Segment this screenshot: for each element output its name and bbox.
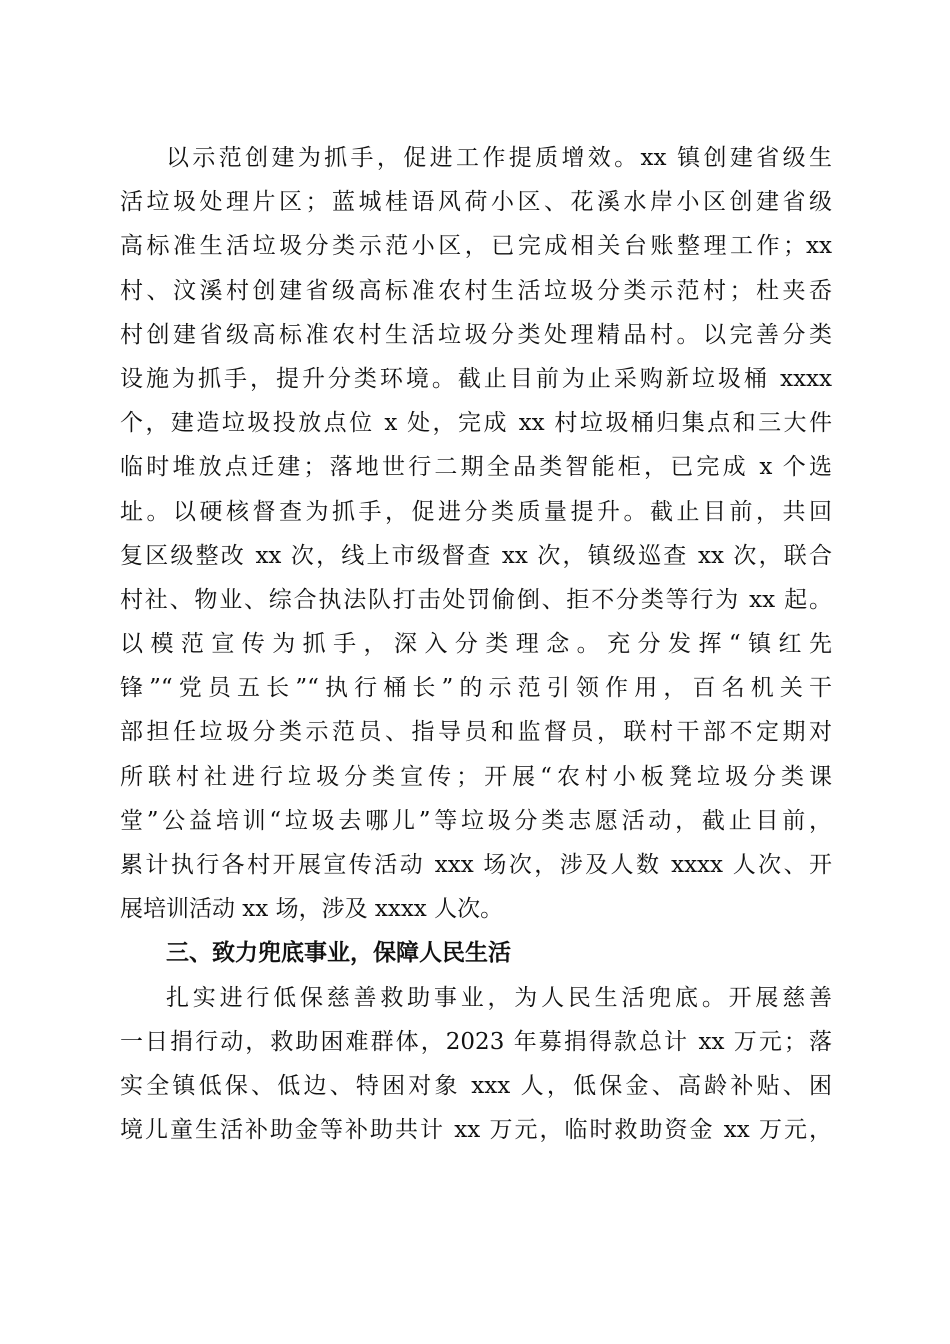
paragraph-social-assistance xyxy=(120,976,832,1153)
text-line: 村创建省级高标准农村生活垃圾分类处理精品村。以完善分类 xyxy=(120,321,832,348)
text-line: 以模范宣传为抓手，深入分类理念。充分发挥“镇红先 xyxy=(120,631,832,658)
section-heading: 三、致力兜底事业，保障人民生活 xyxy=(166,940,511,967)
document-page xyxy=(120,136,832,1152)
text-line: 境儿童生活补助金等补助共计 xx 万元，临时救助资金 xx 万元， xyxy=(120,1117,832,1144)
text-line: 复区级整改 xx 次，线上市级督查 xx 次，镇级巡查 xx 次，联合 xyxy=(120,542,832,569)
text-line: 高标准生活垃圾分类示范小区，已完成相关台账整理工作；xx xyxy=(120,233,832,260)
text-line: 部担任垃圾分类示范员、指导员和监督员，联村干部不定期对 xyxy=(120,719,832,746)
text-line: 活垃圾处理片区；蓝城桂语风荷小区、花溪水岸小区创建省级 xyxy=(120,189,832,216)
text-line: 个，建造垃圾投放点位 x 处，完成 xx 村垃圾桶归集点和三大件 xyxy=(120,410,832,437)
text-line: 堂”公益培训“垃圾去哪儿”等垃圾分类志愿活动，截止目前， xyxy=(120,807,832,834)
text-line: 锋”“党员五长”“执行桶长”的示范引领作用，百名机关干 xyxy=(120,675,832,702)
text-line: 所联村社进行垃圾分类宣传；开展“农村小板凳垃圾分类课 xyxy=(120,763,832,790)
text-line: 址。以硬核督查为抓手，促进分类质量提升。截止目前，共回 xyxy=(120,498,832,525)
text-line: 实全镇低保、低边、特困对象 xxx 人，低保金、高龄补贴、困 xyxy=(120,1072,832,1099)
text-line: 设施为抓手，提升分类环境。截止目前为止采购新垃圾桶 xxxx xyxy=(120,365,832,392)
text-line: 扎实进行低保慈善救助事业，为人民生活兜底。开展慈善 xyxy=(166,984,832,1011)
text-line: 以示范创建为抓手，促进工作提质增效。xx 镇创建省级生 xyxy=(166,145,832,171)
text-line: 村社、物业、综合执法队打击处罚偷倒、拒不分类等行为 xx 起。 xyxy=(120,586,832,613)
paragraph-waste-sorting xyxy=(120,136,832,931)
text-line: 临时堆放点迁建；落地世行二期全品类智能柜，已完成 x 个选 xyxy=(120,454,832,481)
text-line: 累计执行各村开展宣传活动 xxx 场次，涉及人数 xxxx 人次、开 xyxy=(120,852,832,878)
text-line: 村、汶溪村创建省级高标准农村生活垃圾分类示范村；杜夹岙 xyxy=(120,277,832,304)
text-line: 展培训活动 xx 场，涉及 xxxx 人次。 xyxy=(120,896,504,923)
text-line: 一日捐行动，救助困难群体，2023 年募捐得款总计 xx 万元；落 xyxy=(120,1028,832,1055)
